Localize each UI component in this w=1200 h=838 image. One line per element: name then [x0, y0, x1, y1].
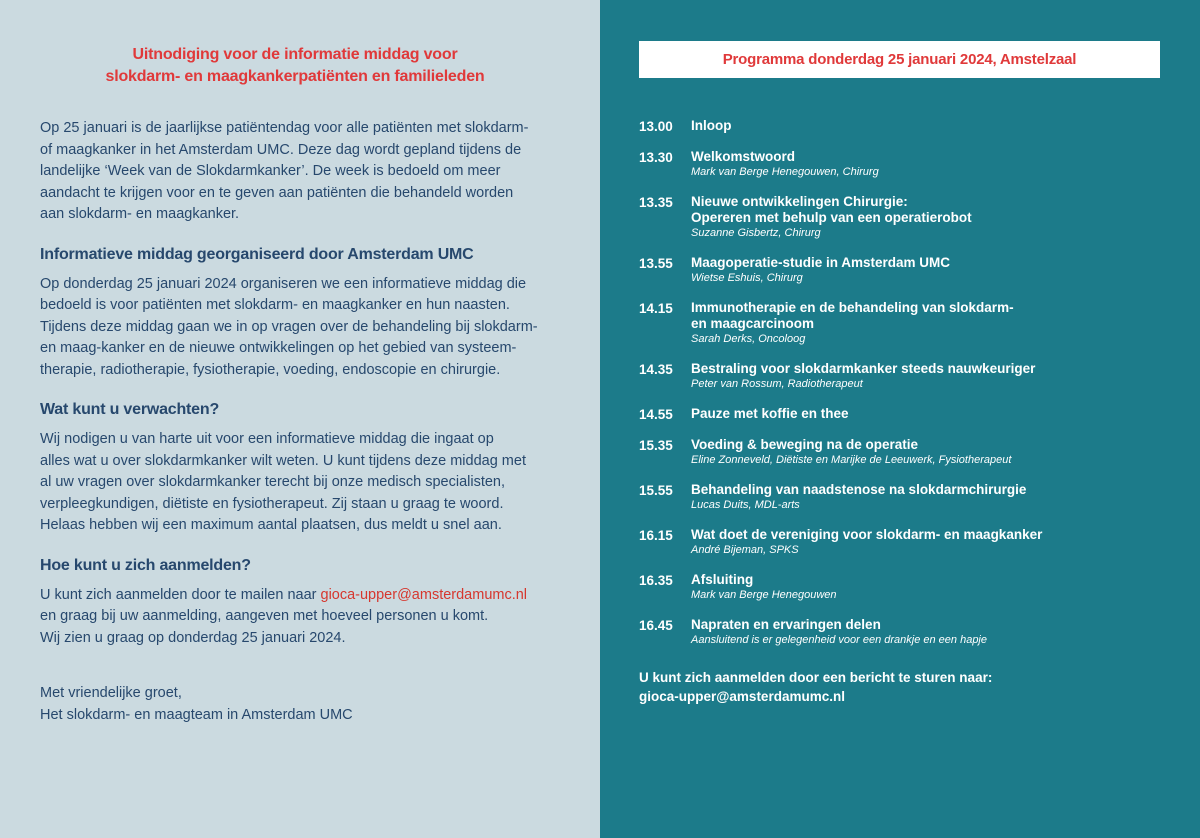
- paragraph-line: verpleegkundigen, diëtiste en fysiotherapeut. Zij staan u graag te woord.: [40, 495, 504, 512]
- paragraph-line: Op donderdag 25 januari 2024 organiseren we een informatieve middag die: [40, 275, 527, 292]
- schedule-time: 13.00: [639, 119, 673, 134]
- schedule-title: Pauze met koffie en thee: [691, 406, 849, 421]
- schedule-time: 16.45: [639, 618, 673, 633]
- invitation-title: [40, 44, 550, 88]
- aanmelden-prefix: U kunt zich aanmelden door te mailen naar: [40, 586, 321, 603]
- schedule-time: 15.35: [639, 438, 673, 453]
- schedule-title-continued: Opereren met behulp van een operatierobot: [691, 210, 972, 225]
- paragraph-line: therapie, radiotherapie, fysiotherapie, voeding, endoscopie en chirurgie.: [40, 361, 501, 378]
- closing-line: Met vriendelijke groet,: [40, 685, 182, 701]
- schedule-time: 14.55: [639, 407, 673, 422]
- schedule-speaker: Lucas Duits, MDL-arts: [691, 499, 800, 511]
- schedule-time: 13.30: [639, 150, 673, 165]
- schedule-time: 13.55: [639, 256, 673, 271]
- schedule-speaker: Sarah Derks, Oncoloog: [691, 333, 806, 345]
- schedule-time: 14.15: [639, 301, 673, 316]
- section-paragraph-verwachten: [40, 429, 550, 537]
- paragraph-line: al uw vragen over slokdarmkanker terecht bij onze medisch specialisten,: [40, 474, 506, 490]
- schedule-item: [639, 406, 1160, 423]
- schedule-time: 16.15: [639, 528, 673, 543]
- paragraph-line: Helaas hebben wij een maximum aantal plaatsen, dus meldt u snel aan.: [40, 517, 502, 533]
- paragraph-line: Tijdens deze middag gaan we in op vragen over de behandeling bij slokdarm-: [40, 318, 538, 335]
- paragraph-line: Wij nodigen u van harte uit voor een informatieve middag die ingaat op: [40, 431, 494, 447]
- paragraph-line: en maag-kanker en de nieuwe ontwikkelingen op het gebied van systeem-: [40, 340, 517, 356]
- schedule-item: [639, 300, 1160, 347]
- schedule-item: [639, 149, 1160, 180]
- schedule-speaker: Aansluitend is er gelegenheid voor een drankje en een hapje: [691, 634, 987, 646]
- intro-line: aandacht te krijgen voor en te geven aan patiënten die behandeld worden: [40, 184, 514, 201]
- schedule-title: Welkomstwoord: [691, 149, 796, 164]
- intro-paragraph: [40, 118, 550, 226]
- schedule-item: [639, 437, 1160, 468]
- invitation-title-line: Uitnodiging voor de informatie middag voor: [132, 46, 458, 63]
- schedule-speaker: Mark van Berge Henegouwen: [691, 589, 837, 601]
- program-schedule: [639, 118, 1160, 648]
- schedule-item: [639, 118, 1160, 135]
- schedule-title: Bestraling voor slokdarmkanker steeds nauwkeuriger: [691, 361, 1036, 376]
- schedule-time: 16.35: [639, 573, 673, 588]
- intro-line: of maagkanker in het Amsterdam UMC. Deze dag wordt gepland tijdens de: [40, 141, 522, 158]
- schedule-speaker: Mark van Berge Henegouwen, Chirurg: [691, 166, 879, 178]
- closing-greeting: [40, 683, 550, 726]
- schedule-item: [639, 194, 1160, 241]
- section-paragraph-informatieve-middag: [40, 274, 550, 382]
- schedule-item: [639, 617, 1160, 648]
- schedule-title: Afsluiting: [691, 572, 754, 587]
- section-paragraph-aanmelden: [40, 585, 550, 650]
- paragraph-line: en graag bij uw aanmelding, aangeven met hoeveel personen u komt.: [40, 608, 489, 624]
- schedule-speaker: Wietse Eshuis, Chirurg: [691, 272, 803, 284]
- schedule-item: [639, 255, 1160, 286]
- section-heading-verwachten: Wat kunt u verwachten?: [40, 401, 220, 418]
- signup-line: U kunt zich aanmelden door een bericht te sturen naar:: [639, 670, 993, 685]
- schedule-title-continued: en maagcarcinoom: [691, 316, 815, 331]
- section-heading-aanmelden: Hoe kunt u zich aanmelden?: [40, 556, 251, 574]
- paragraph-line: bedoeld is voor patiënten met slokdarm- en maagkanker en hun naasten.: [40, 297, 510, 313]
- schedule-item: [639, 361, 1160, 392]
- intro-line: Op 25 januari is de jaarlijkse patiëntendag voor alle patiënten met slokdarm-: [40, 120, 529, 136]
- paragraph-line: [40, 585, 550, 607]
- schedule-speaker: Suzanne Gisbertz, Chirurg: [691, 227, 821, 239]
- signup-note: [639, 668, 1160, 706]
- schedule-title: Maagoperatie-studie in Amsterdam UMC: [691, 255, 951, 270]
- intro-line: landelijke ‘Week van de Slokdarmkanker’. De week is bedoeld om meer: [40, 163, 501, 179]
- schedule-time: 13.35: [639, 195, 673, 210]
- schedule-title: Nieuwe ontwikkelingen Chirurgie:: [691, 194, 908, 209]
- email-link[interactable]: gioca-upper@amsterdamumc.nl: [320, 586, 528, 603]
- schedule-title: Napraten en ervaringen delen: [691, 617, 881, 632]
- schedule-title: Inloop: [691, 118, 732, 133]
- schedule-title: Immunotherapie en de behandeling van slokdarm-: [691, 300, 1014, 315]
- schedule-item: [639, 482, 1160, 513]
- section-heading-informatieve-middag: Informatieve middag georganiseerd door Amsterdam UMC: [40, 245, 474, 263]
- paragraph-line: Wij zien u graag op donderdag 25 januari 2024.: [40, 629, 346, 646]
- schedule-title: Wat doet de vereniging voor slokdarm- en maagkanker: [691, 527, 1043, 542]
- invitation-title-line: slokdarm- en maagkankerpatiënten en familieleden: [105, 68, 485, 85]
- intro-line: aan slokdarm- en maagkanker.: [40, 206, 240, 222]
- schedule-speaker: André Bijeman, SPKS: [691, 544, 799, 556]
- schedule-speaker: Eline Zonneveld, Diëtiste en Marijke de Leeuwerk, Fysiotherapeut: [691, 454, 1012, 466]
- schedule-title: Behandeling van naadstenose na slokdarmchirurgie: [691, 482, 1027, 497]
- schedule-time: 14.35: [639, 362, 673, 377]
- schedule-title: Voeding & beweging na de operatie: [691, 437, 919, 452]
- schedule-speaker: Peter van Rossum, Radiotherapeut: [691, 378, 863, 390]
- schedule-item: [639, 572, 1160, 603]
- program-title: Programma donderdag 25 januari 2024, Amstelzaal: [639, 41, 1160, 78]
- schedule-item: [639, 527, 1160, 558]
- schedule-time: 15.55: [639, 483, 673, 498]
- paragraph-line: alles wat u over slokdarmkanker wilt weten. U kunt tijdens deze middag met: [40, 452, 526, 469]
- signup-email-link[interactable]: gioca-upper@amsterdamumc.nl: [639, 689, 845, 704]
- closing-line: Het slokdarm- en maagteam in Amsterdam UMC: [40, 706, 353, 723]
- program-panel: [600, 0, 1200, 838]
